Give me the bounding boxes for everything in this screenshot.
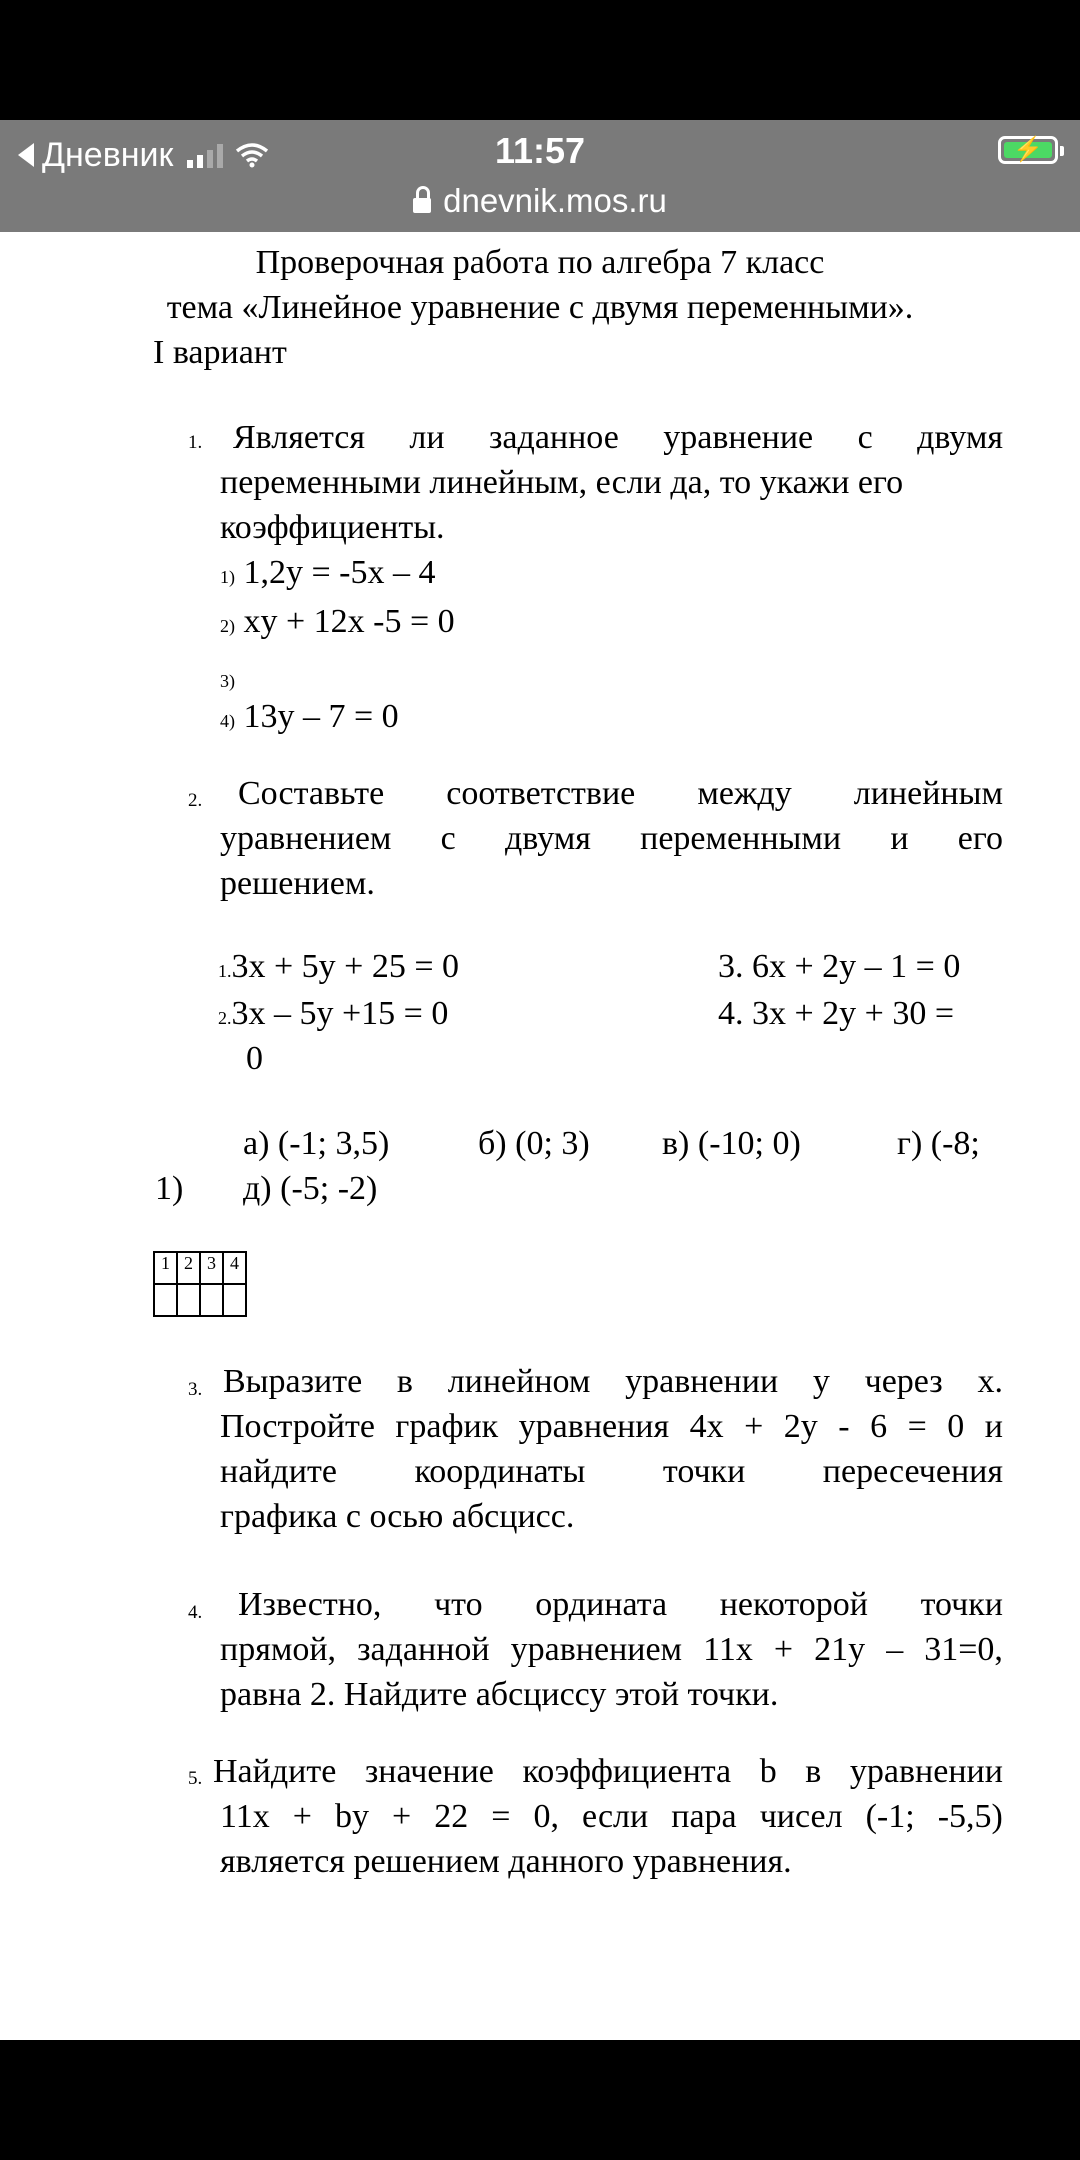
question-5-line-3: является решением данного уравнения.	[220, 1843, 792, 1880]
question-2-line-2: уравнением с двумя переменными и его	[220, 820, 1003, 857]
q1-item: 1) 1,2y = -5x – 4	[220, 554, 436, 591]
question-3-line-1: Выразите в линейном уравнении у через х.	[223, 1363, 1003, 1400]
battery-charging-icon: ⚡	[998, 136, 1058, 164]
question-5-line-2: 11x + by + 22 = 0, если пара чисел (-1; -5,5)	[220, 1798, 1003, 1835]
q1-item: 3)	[220, 671, 235, 691]
question-3-line-2: Постройте график уравнения 4x + 2y - 6 = 0 и	[220, 1408, 1003, 1445]
q2-answer-option: а) (-1; 3,5)	[243, 1125, 390, 1162]
question-4-line-3: равна 2. Найдите абсциссу этой точки.	[220, 1676, 779, 1713]
question-4-number: 4.	[188, 1602, 203, 1623]
grid-answer-cell	[177, 1284, 200, 1316]
question-1-line-3: коэффициенты.	[220, 509, 445, 546]
q2-answer-option: б) (0; 3)	[478, 1125, 590, 1162]
grid-header-cell: 1	[154, 1252, 177, 1284]
clock: 11:57	[494, 130, 586, 171]
question-4-line-1: Известно, что ордината некоторой точки	[238, 1586, 1003, 1623]
question-3-number: 3.	[188, 1379, 203, 1400]
question-2-line-1: Составьте соответствие между линейным	[238, 775, 1003, 812]
answer-grid	[153, 1251, 247, 1317]
q2-equation: 3. 6x + 2y – 1 = 0	[718, 948, 961, 985]
q1-item: 2) xy + 12x -5 = 0	[220, 603, 455, 640]
grid-answer-cell	[223, 1284, 246, 1316]
grid-header-cell: 4	[223, 1252, 246, 1284]
question-2-line-3: решением.	[220, 865, 375, 902]
question-1-number: 1.	[188, 432, 203, 453]
question-5-line-1: Найдите значение коэффициента b в уравнении	[213, 1753, 1003, 1790]
grid-answer-cell	[200, 1284, 223, 1316]
question-4-line-2: прямой, заданной уравнением 11x + 21y – 31=0,	[220, 1631, 1003, 1668]
q2-answer-prefix: 1)	[155, 1170, 184, 1207]
browser-status-bar	[0, 120, 1080, 232]
question-1-line-1: Является ли заданное уравнение с двумя	[233, 419, 1003, 456]
document-page	[0, 232, 1080, 2040]
lock-icon	[413, 198, 431, 213]
grid-answer-cell	[154, 1284, 177, 1316]
address-bar[interactable]	[0, 182, 1080, 220]
doc-topic: тема «Линейное уравнение с двумя переменными».	[166, 289, 914, 326]
q2-equation: 2.3x – 5y +15 = 0	[218, 995, 449, 1032]
back-app-label: Дневник	[42, 135, 174, 174]
grid-header-cell: 2	[177, 1252, 200, 1284]
q2-equation: 4. 3x + 2y + 30 =	[718, 995, 955, 1032]
q1-item: 4) 13y – 7 = 0	[220, 698, 399, 735]
question-2-number: 2.	[188, 790, 203, 811]
q2-equation: 1.3x + 5y + 25 = 0	[218, 948, 460, 985]
question-3-line-4: графика с осью абсцисс.	[220, 1498, 575, 1535]
q2-answer-option: г) (-8;	[897, 1125, 980, 1162]
q2-answer-option: в) (-10; 0)	[662, 1125, 801, 1162]
question-5-number: 5.	[188, 1768, 203, 1789]
url-text: dnevnik.mos.ru	[443, 182, 667, 219]
variant-label: I вариант	[153, 334, 287, 371]
doc-title: Проверочная работа по алгебра 7 класс	[255, 244, 825, 281]
question-1-line-2: переменными линейным, если да, то укажи его	[220, 464, 904, 501]
grid-header-cell: 3	[200, 1252, 223, 1284]
q2-equation-continuation: 0	[246, 1040, 263, 1077]
question-3-line-3: найдите координаты точки пересечения	[220, 1453, 1003, 1490]
q2-answer-option: д) (-5; -2)	[243, 1170, 378, 1207]
